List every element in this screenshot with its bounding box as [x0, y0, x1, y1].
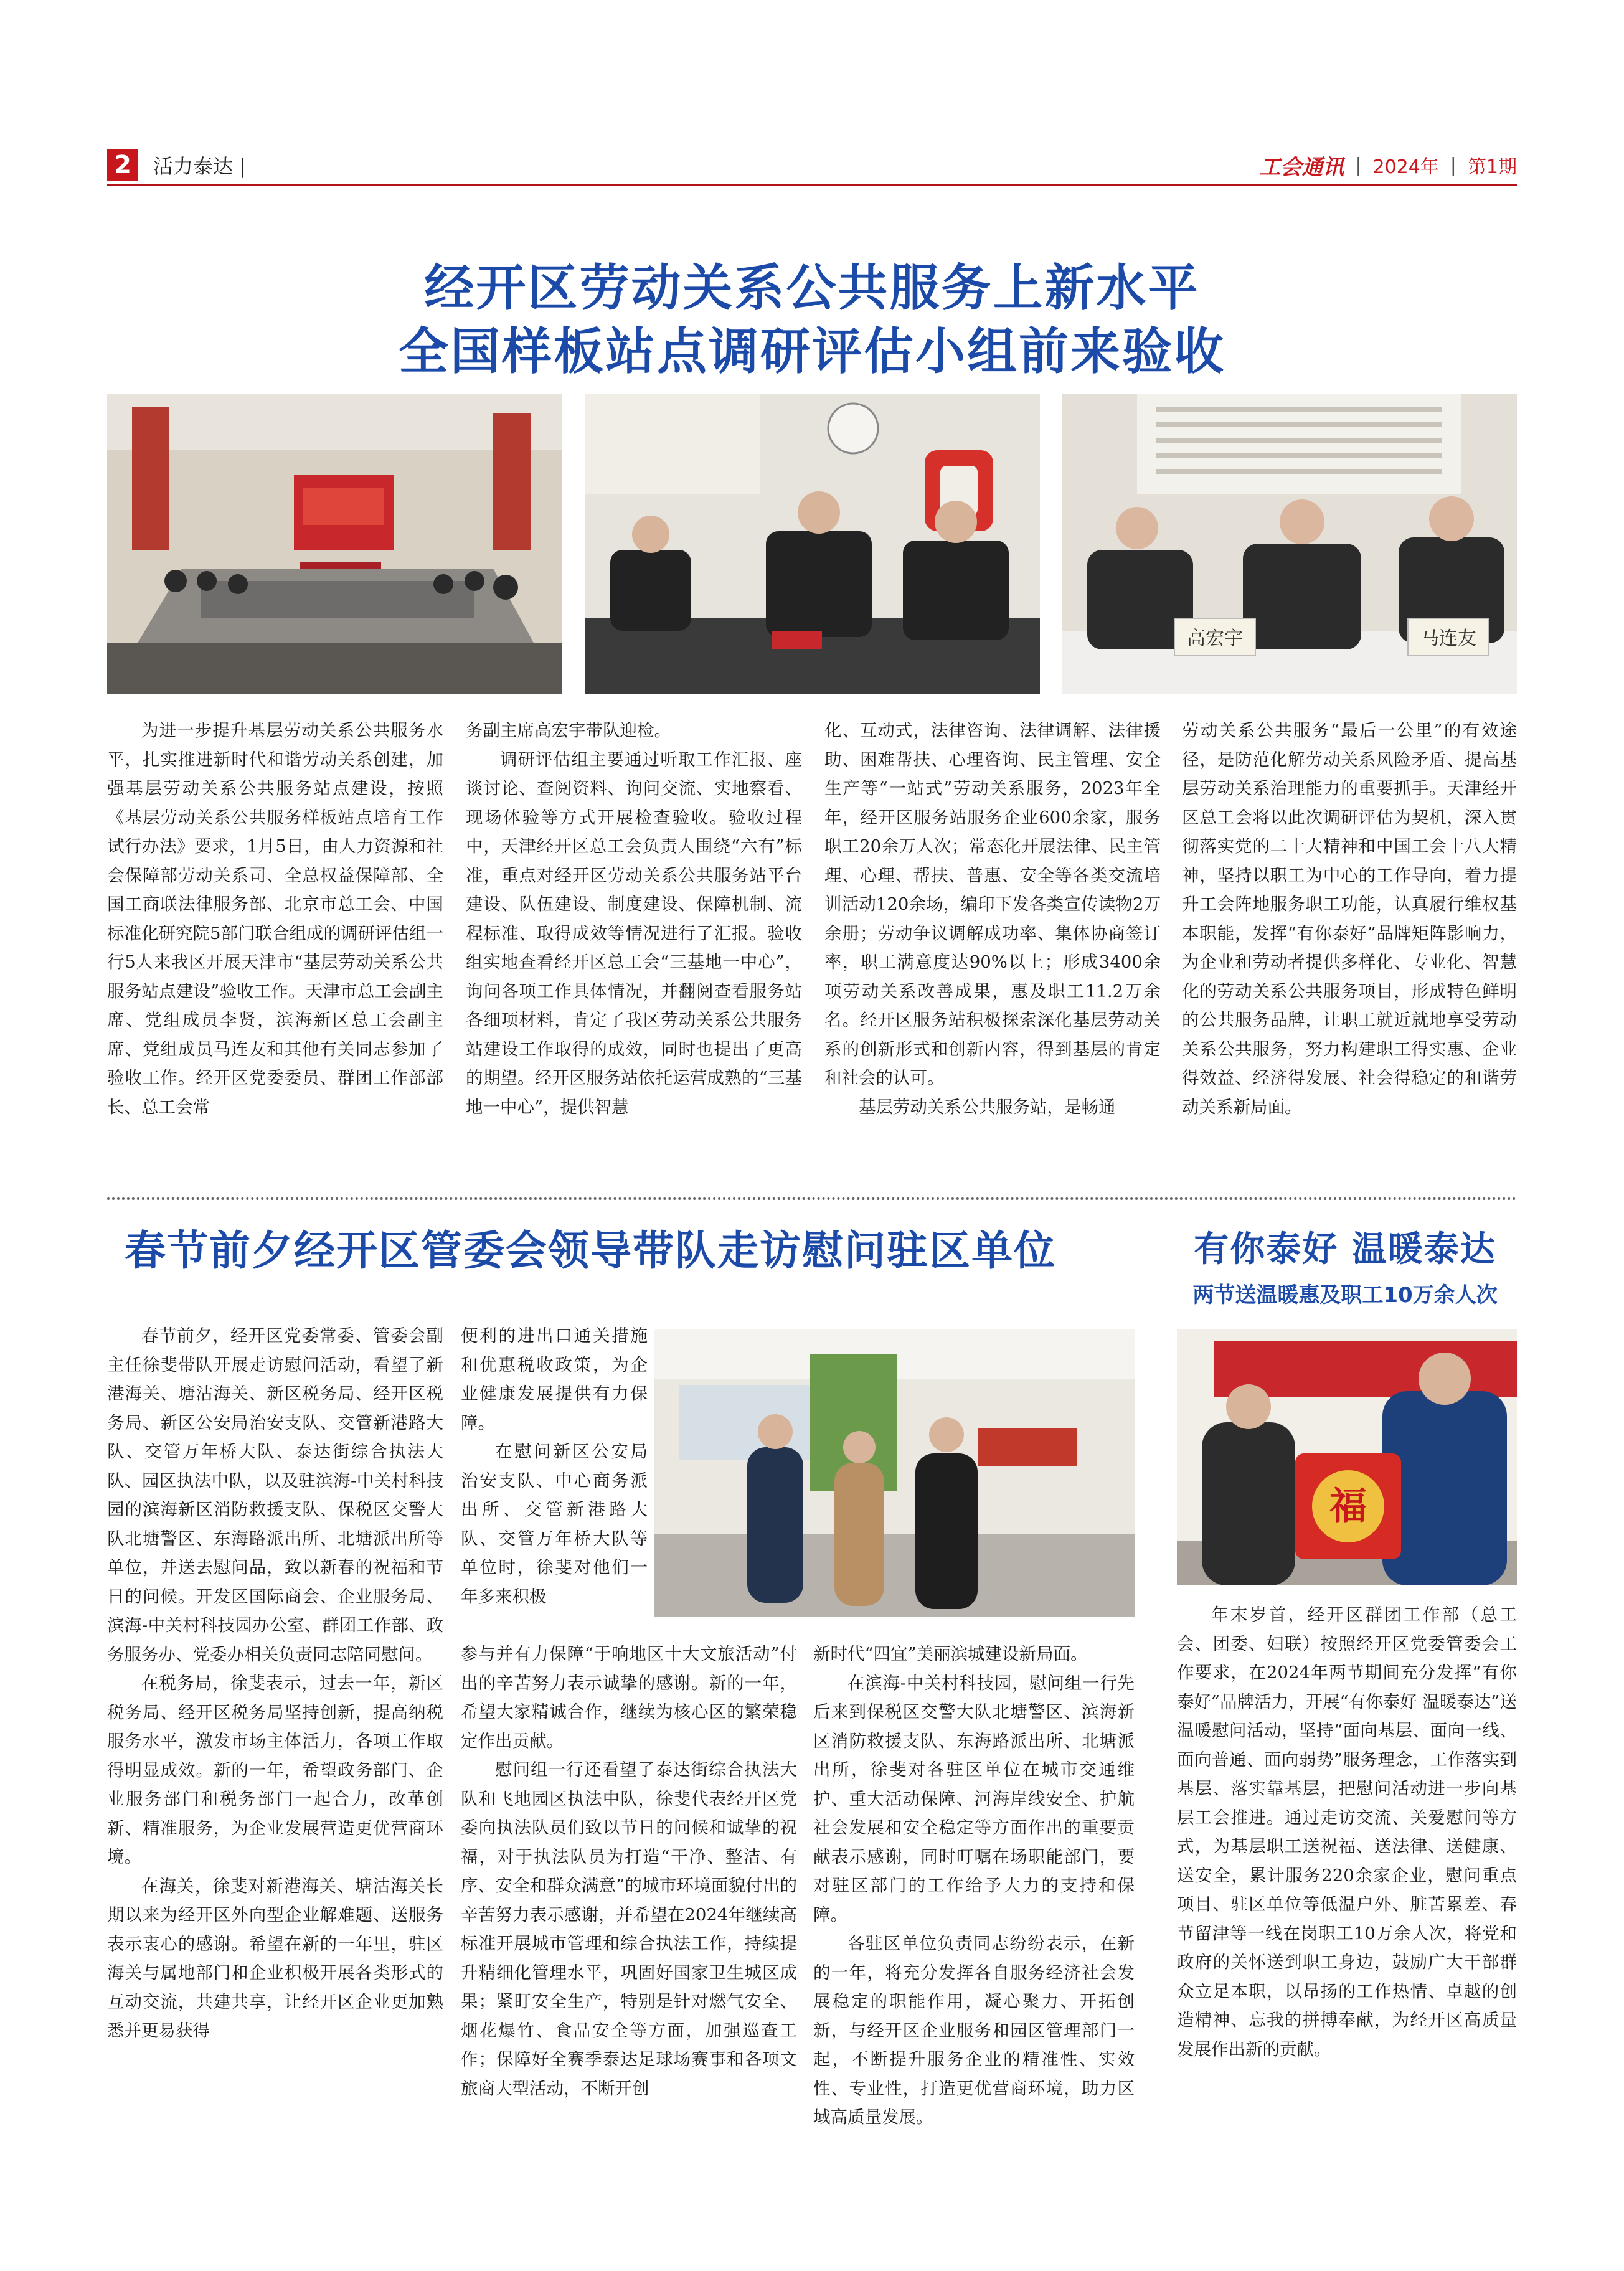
page-number: 2 [107, 149, 138, 181]
article1-photo-officials-table [585, 394, 1040, 694]
header-separator: | [1450, 154, 1456, 176]
paragraph: 务副主席高宏宇带队迎检。 [466, 720, 671, 740]
article3-photo-warmth-gift [1177, 1329, 1517, 1585]
paragraph: 基层劳动关系公共服务站，是畅通 [859, 1097, 1116, 1117]
paragraph: 慰问组一行还看望了泰达街综合执法大队和飞地园区执法中队，徐斐代表经开区党委向执法队员们致以节日的问候和诚挚的祝福，对于执法队员为打造“干净、整洁、有序、安全和群众满意”的城市环境面貌付出的辛苦努力表示感谢，并希望在2024年继续高标准开展城市管理和综合执法工作，持续提升精细化管理水平，巩固好国家卫生城区成果；紧盯安全生产，特别是针对燃气安全、烟花爆竹、食品安全等方面，加强巡查工作；保障好全赛季泰达足球场赛事和各项文旅商大型活动，不断开创 [461, 1760, 797, 2099]
paragraph: 便利的进出口通关措施和优惠税收政策，为企业健康发展提供有力保障。 [461, 1326, 648, 1433]
article3-column [1177, 1600, 1517, 2064]
paragraph: 在滨海-中关村科技园，慰问组一行先后来到保税区交警大队北塘警区、滨海新区消防救援支队、东海路派出所、北塘派出所，徐斐对各驻区单位在城市交通维护、重大活动保障、河海岸线安全、护航社会发展和安全稳定等方面作出的重要贡献表示感谢，同时叮嘱在场职能部门，要对驻区部门的工作给予大力的支持和保障。 [813, 1673, 1135, 1925]
paragraph: 春节前夕，经开区党委常委、管委会副主任徐斐带队开展走访慰问活动，看望了新港海关、塘沽海关、新区税务局、经开区税务局、新区公安局治安支队、交管新港路大队、交管万年桥大队、泰达街综合执法大队、园区执法中队，以及驻滨海-中关村科技园的滨海新区消防救援支队、保税区交警大队北塘警区、东海路派出所、北塘派出所等单位，并送去慰问品，致以新春的祝福和节日的问候。开发区国际商会、企业服务局、滨海-中关村科技园办公室、群团工作部、政务服务办、党委办相关负责同志陪同慰问。 [107, 1326, 443, 1664]
article1-column-2 [466, 716, 802, 1121]
section-divider [107, 1197, 1517, 1200]
article1-photo-evaluation-team [1062, 394, 1517, 694]
article1-title-line2: 全国样板站点调研评估小组前来验收 [399, 323, 1225, 380]
article2-photo-visit [654, 1329, 1135, 1617]
issue-info [1259, 148, 1517, 182]
nameplate-text: 马连友 [1420, 628, 1476, 649]
paragraph: 参与并有力保障“于响地区十大文旅活动”付出的辛苦努力表示诚挚的感谢。新的一年，希望大家精诚合作，继续为核心区的繁荣稳定作出贡献。 [461, 1644, 797, 1751]
paragraph: 各驻区单位负责同志纷纷表示，在新的一年，将充分发挥各自服务经济社会发展稳定的职能作用，凝心聚力、开拓创新，与经开区企业服务和园区管理部门一起，不断提升服务企业的精准性、实效性、专业性，打造更优营商环境，助力区域高质量发展。 [813, 1933, 1135, 2127]
fu-character: 福 [1329, 1485, 1367, 1528]
paragraph: 新时代“四宜”美丽滨城建设新局面。 [813, 1644, 1088, 1664]
header-separator: | [1355, 154, 1362, 176]
paragraph: 为进一步提升基层劳动关系公共服务水平，扎实推进新时代和谐劳动关系创建，加强基层劳动关系公共服务站点建设，按照《基层劳动关系公共服务样板站点培育工作试行办法》要求，1月5日，由人力资源和社会保障部劳动关系司、全总权益保障部、全国工商联法律服务部、北京市总工会、中国标准化研究院5部门联合组成的调研评估组一行5人来我区开展天津市“基层劳动关系公共服务站点建设”验收工作。天津市总工会副主席、党组成员李贤，滨海新区总工会副主席、党组成员马连友和其他有关同志参加了验收工作。经开区党委委员、群团工作部部长、总工会常 [107, 720, 443, 1117]
article1-photo-meeting-room [107, 394, 562, 694]
masthead-logo: 工会通讯 [1259, 154, 1344, 180]
paragraph: 劳动关系公共服务“最后一公里”的有效途径，是防范化解劳动关系风险矛盾、提高基层劳动关系治理能力的重要抓手。天津经开区总工会将以此次调研评估为契机，深入贯彻落实党的二十大精神和中国工会十八大精神，坚持以职工为中心的工作导向，着力提升工会阵地服务职工功能，认真履行维权基本职能，发挥“有你泰好”品牌矩阵影响力，为企业和劳动者提供多样化、专业化、智慧化的劳动关系公共服务项目，形成特色鲜明的公共服务品牌，让职工就近就地享受劳动关系公共服务，努力构建职工得实惠、企业得效益、经济得发展、社会得稳定的和谐劳动关系新局面。 [1182, 720, 1517, 1117]
issue-year: 2024年 [1372, 156, 1439, 178]
header-rule [107, 184, 1517, 186]
nameplate-text: 高宏宇 [1187, 628, 1243, 649]
section-name: 活力泰达 | [153, 154, 246, 178]
article2-title: 春节前夕经开区管委会领导带队走访慰问驻区单位 [125, 1227, 1056, 1275]
article2-column-2-top [461, 1321, 648, 1611]
article2-column-2-bottom [461, 1640, 797, 2103]
article3-title: 有你泰好 温暖泰达 [1194, 1229, 1496, 1270]
paragraph: 在税务局，徐斐表示，过去一年，新区税务局、经开区税务局坚持创新，提高纳税服务水平，激发市场主体活力，各项工作取得明显成效。新的一年，希望政务部门、企业服务部门和税务部门一起合力，改革创新、精准服务，为企业发展营造更优营商环境。 [107, 1673, 443, 1867]
paragraph: 化、互动式，法律咨询、法律调解、法律援助、困难帮扶、心理咨询、民主管理、安全生产等“一站式”劳动关系服务，2023年全年，经开区服务站服务企业600余家，服务职工20余万人次；常态化开展法律、民主管理、心理、帮扶、普惠、安全等各类交流培训活动120余场，编印下发各类宣传读物2万余册；劳动争议调解成功率、集体协商签订率，职工满意度达90%以上；形成3400余项劳动关系改善成果，惠及职工11.2万余名。经开区服务站积极探索深化基层劳动关系的创新形式和创新内容，得到基层的肯定和社会的认可。 [824, 720, 1161, 1088]
paragraph: 在慰问新区公安局治安支队、中心商务派出所、交管新港路大队、交管万年桥大队等单位时，徐斐对他们一年多来积极 [461, 1442, 648, 1607]
paragraph: 调研评估组主要通过听取工作汇报、座谈讨论、查阅资料、询问交流、实地察看、现场体验等方式开展检查验收。验收过程中，天津经开区总工会负责人围绕“六有”标准，重点对经开区劳动关系公共服务站平台建设、队伍建设、制度建设、保障机制、流程标准、取得成效等情况进行了汇报。验收组实地查看经开区总工会“三基地一中心”，询问各项工作具体情况，并翻阅查看服务站各细项材料，肯定了我区劳动关系公共服务站建设工作取得的成效，同时也提出了更高的期望。经开区服务站依托运营成熟的“三基地一中心”，提供智慧 [466, 749, 802, 1117]
article1-column-4 [1182, 716, 1517, 1121]
article1-column-3 [824, 716, 1161, 1121]
issue-number: 第1期 [1467, 156, 1517, 178]
article1-title-line1: 经开区劳动关系公共服务上新水平 [424, 259, 1200, 317]
article2-column-1 [107, 1321, 443, 2046]
paragraph: 在海关，徐斐对新港海关、塘沽海关长期以来为经开区外向型企业解难题、送服务表示衷心的感谢。希望在新的一年里，驻区海关与属地部门和企业积极开展各类形式的互动交流，共建共享，让经开区企业更加熟悉并更易获得 [107, 1876, 443, 2041]
article1-column-1 [107, 716, 443, 1121]
article3-subtitle: 两节送温暖惠及职工10万余人次 [1192, 1283, 1498, 1308]
article2-column-3 [813, 1640, 1135, 2132]
paragraph: 年末岁首，经开区群团工作部（总工会、团委、妇联）按照经开区党委管委会工作要求，在2024年两节期间充分发挥“有你泰好”品牌活力，开展“有你泰好 温暖泰达”送温暖慰问活动，坚持“面向基层、面向一线、面向普通、面向弱势”服务理念，工作落实到基层、落实靠基层，把慰问活动进一步向基层工会推进。通过走访交流、关爱慰问等方式，为基层职工送祝福、送法律、送健康、送安全，累计服务220余家企业，慰问重点项目、驻区单位等低温户外、脏苦累差、春节留津等一线在岗职工10万余人次，将党和政府的关怀送到职工身边，鼓励广大干部群众立足本职，以昂扬的工作热情、卓越的创造精神、忘我的拼搏奉献，为经开区高质量发展作出新的贡献。 [1177, 1605, 1517, 2059]
